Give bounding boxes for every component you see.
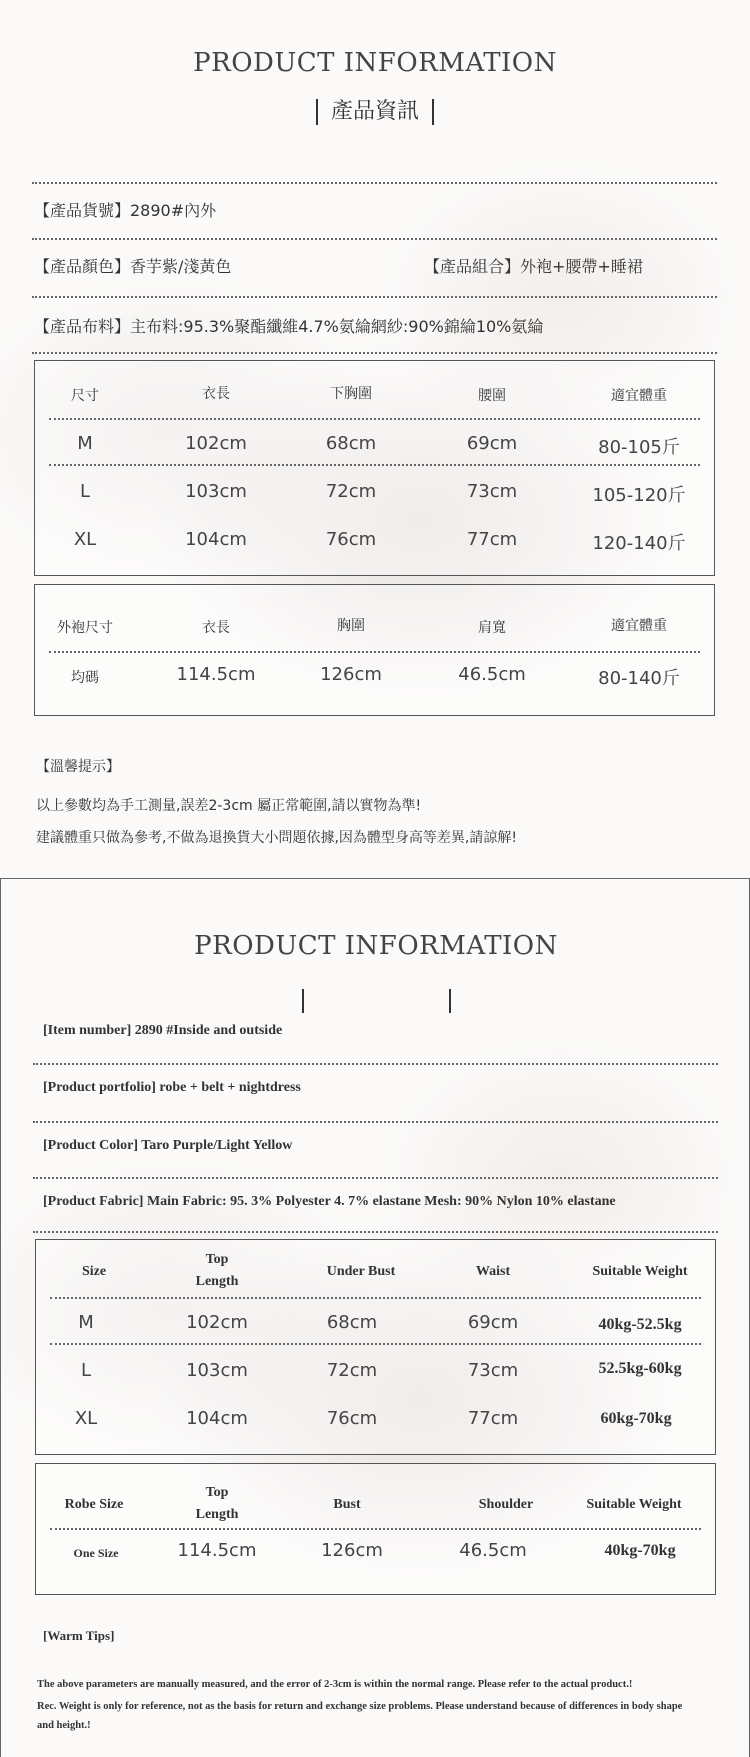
tip-line: 建議體重只做為參考,不做為退換貨大小問題依據,因為體型身高等差異,請諒解! [36,830,517,846]
shoulder-header: 肩寬 [478,620,506,636]
table-cell: 46.5cm [458,664,526,685]
dotted-divider [49,464,700,466]
top-length-header: Top Length [195,1485,239,1522]
under-bust-header: Under Bust [326,1264,396,1279]
tip-line: 以上參數均為手工測量,誤差2-3cm 屬正常範圍,請以實物為準! [36,798,422,814]
table-cell: 77cm [466,529,518,550]
table-cell: 80-140斤 [598,668,680,689]
top-length-header: Top Length [195,1252,239,1289]
table-cell: 76cm [325,529,377,550]
size-table [35,1239,716,1455]
product-portfolio: [Product portfolio] robe + belt + nightdress [43,1080,301,1095]
table-cell: 103cm [186,1360,248,1381]
subhead-text: 產品資訊 [330,99,419,124]
size-table [34,360,715,576]
table-cell: 73cm [466,481,518,502]
table-cell: 68cm [326,1312,378,1333]
headline: PRODUCT INFORMATION [193,48,557,78]
table-cell: L [80,1360,92,1381]
table-cell: 均碼 [71,670,99,686]
table-cell: 52.5kg-60kg [598,1360,682,1377]
waist-header: 腰圍 [478,388,506,404]
dotted-divider [49,651,700,653]
table-cell: 102cm [186,1312,248,1333]
dotted-divider [50,1297,701,1299]
table-cell: 40kg-70kg [604,1542,676,1559]
dotted-divider [33,1121,718,1123]
tips-title: 【溫馨提示】 [36,759,120,775]
table-cell: 69cm [466,433,518,454]
dotted-divider [33,1177,718,1179]
divider-bar [316,99,318,125]
table-cell: 126cm [321,1540,383,1561]
headline: PRODUCT INFORMATION [194,931,558,961]
table-cell: 76cm [326,1408,378,1429]
product-fabric: 【產品布料】主布料:95.3%聚酯纖維4.7%氨綸網紗:90%錦綸10%氨綸 [34,317,544,336]
table-cell: 72cm [325,481,377,502]
under-bust-header: 下胸圍 [330,386,372,402]
table-cell: 40kg-52.5kg [598,1316,682,1333]
tips-title: [Warm Tips] [43,1628,115,1643]
weight-header: 適宜體重 [611,388,667,404]
table-cell: 60kg-70kg [600,1410,672,1427]
product-info-panel-chinese [0,0,750,878]
subhead [0,94,750,125]
table-cell: 126cm [320,664,382,685]
length-header: 衣長 [202,386,230,402]
product-color: 【產品顏色】香芋紫/淺黃色 [34,257,232,276]
table-cell: M [77,433,93,454]
divider-bar [302,989,304,1013]
table-cell: 77cm [467,1408,519,1429]
dotted-divider [49,418,700,420]
table-cell: 104cm [185,529,247,550]
table-cell: 102cm [185,433,247,454]
dotted-divider [50,1343,701,1345]
divider-bar [432,99,434,125]
size-header: Size [81,1264,107,1279]
weight-header: Suitable Weight [592,1264,688,1279]
table-cell: 120-140斤 [592,533,686,554]
tip-line: The above parameters are manually measured, and the error of 2-3cm is within the normal range. Please refer to the actual product.! [37,1679,633,1690]
table-cell: 73cm [467,1360,519,1381]
dotted-divider [32,238,717,240]
weight-header: 適宜體重 [611,618,667,634]
bust-header: 胸圍 [337,618,365,634]
robe-size-header: Robe Size [64,1497,124,1512]
divider-bar [449,989,451,1013]
table-cell: 80-105斤 [598,437,680,458]
product-fabric: [Product Fabric] Main Fabric: 95. 3% Polyester 4. 7% elastane Mesh: 90% Nylon 10% elastane [43,1194,616,1209]
table-cell: 114.5cm [177,1540,257,1561]
product-combo: 【產品組合】外袍+腰帶+睡裙 [424,257,643,276]
dotted-divider [32,352,717,354]
robe-size-table [34,584,715,716]
dotted-divider [32,182,717,184]
table-cell: 69cm [467,1312,519,1333]
table-cell: 46.5cm [459,1540,527,1561]
length-header: 衣長 [202,620,230,636]
table-cell: 105-120斤 [592,485,686,506]
table-cell: L [79,481,91,502]
dotted-divider [33,1063,718,1065]
robe-size-header: 外袍尺寸 [57,620,113,636]
table-cell: 72cm [326,1360,378,1381]
table-cell: XL [73,529,97,550]
table-cell: 114.5cm [176,664,256,685]
waist-header: Waist [475,1264,511,1279]
product-info-panel-english [0,878,750,1757]
table-cell: One Size [73,1546,119,1560]
table-cell: 68cm [325,433,377,454]
item-number: [Item number] 2890 #Inside and outside [43,1023,283,1038]
dotted-divider [50,1528,701,1530]
tip-line: Rec. Weight is only for reference, not as the basis for return and exchange size problems. Please understand because of differences in body shape and height.! [37,1701,683,1731]
robe-size-table [35,1463,716,1595]
item-number: 【產品貨號】2890#內外 [34,201,217,220]
bust-header: Bust [333,1497,361,1512]
table-cell: 104cm [186,1408,248,1429]
shoulder-header: Shoulder [478,1497,534,1512]
table-cell: M [78,1312,94,1333]
product-color: [Product Color] Taro Purple/Light Yellow [43,1138,293,1153]
weight-header: Suitable Weight [586,1497,682,1512]
size-header: 尺寸 [71,388,99,404]
table-cell: 103cm [185,481,247,502]
table-cell: XL [74,1408,98,1429]
dotted-divider [33,1231,718,1233]
dotted-divider [32,296,717,298]
